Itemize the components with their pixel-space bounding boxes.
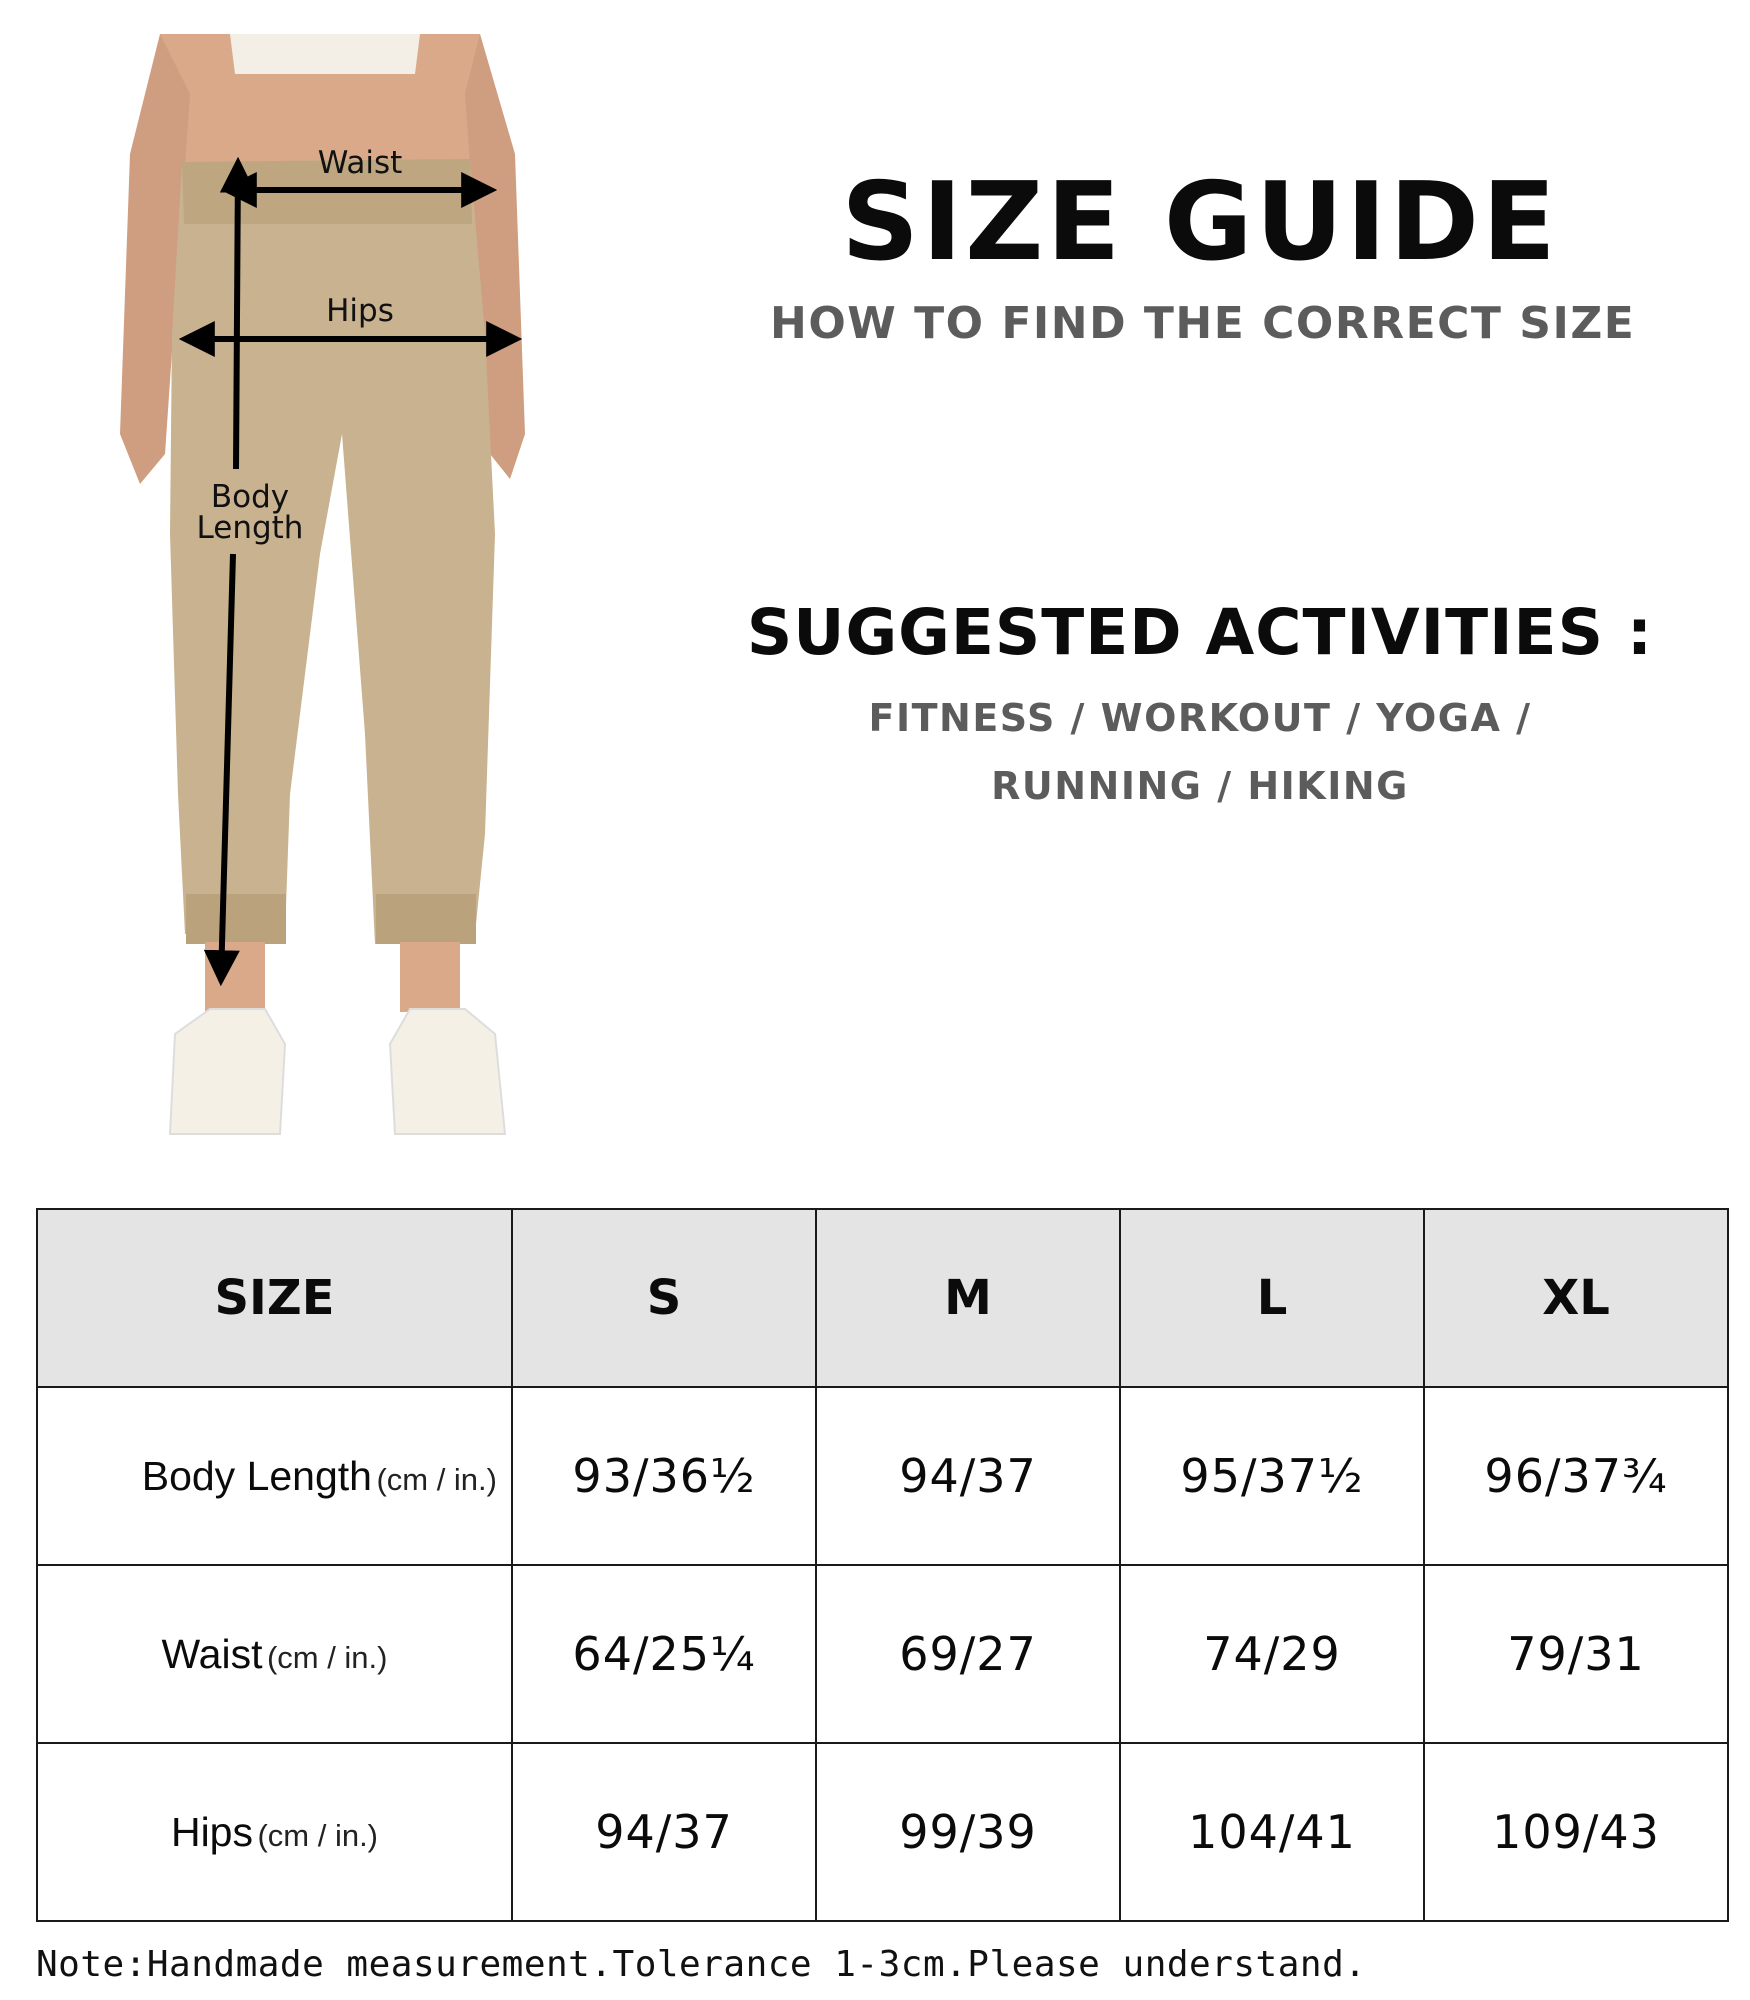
row-label: Body Length bbox=[141, 1452, 372, 1499]
table-cell: 109/43 bbox=[1424, 1743, 1728, 1921]
table-cell: 104/41 bbox=[1120, 1743, 1424, 1921]
table-cell: 74/29 bbox=[1120, 1565, 1424, 1743]
top-band bbox=[230, 34, 420, 74]
table-cell: 79/31 bbox=[1424, 1565, 1728, 1743]
pants-illustration bbox=[120, 34, 580, 1184]
activities-heading: SUGGESTED ACTIVITIES : bbox=[746, 596, 1654, 669]
right-cuff bbox=[376, 894, 476, 944]
header-size: SIZE bbox=[37, 1209, 512, 1387]
row-unit: (cm / in.) bbox=[257, 1817, 379, 1853]
footnote: Note:Handmade measurement.Tolerance 1-3cm.Please understand. bbox=[36, 1944, 1367, 1985]
table-cell: 69/27 bbox=[816, 1565, 1120, 1743]
row-label: Waist bbox=[161, 1630, 263, 1677]
row-label-cell bbox=[37, 1565, 512, 1743]
header-l: L bbox=[1120, 1209, 1424, 1387]
header-s: S bbox=[512, 1209, 816, 1387]
table-header-row bbox=[37, 1209, 1728, 1387]
row-label-cell bbox=[37, 1743, 512, 1921]
table-cell: 99/39 bbox=[816, 1743, 1120, 1921]
waist-label: Waist bbox=[317, 145, 403, 181]
table-cell: 95/37½ bbox=[1120, 1387, 1424, 1565]
left-cuff bbox=[186, 894, 286, 944]
model-figure bbox=[120, 34, 580, 1184]
table-cell: 96/37¾ bbox=[1424, 1387, 1728, 1565]
table-row bbox=[37, 1565, 1728, 1743]
table-cell: 93/36½ bbox=[512, 1387, 816, 1565]
row-unit: (cm / in.) bbox=[266, 1639, 388, 1675]
pants bbox=[170, 159, 495, 944]
page-subtitle: HOW TO FIND THE CORRECT SIZE bbox=[770, 298, 1636, 349]
left-ankle bbox=[205, 942, 265, 1012]
right-shoe bbox=[390, 1009, 505, 1134]
hips-label: Hips bbox=[326, 293, 394, 329]
body-length-label: Body Length bbox=[196, 479, 304, 546]
right-ankle bbox=[400, 942, 460, 1012]
table-cell: 94/37 bbox=[512, 1743, 816, 1921]
page-title: SIZE GUIDE bbox=[841, 160, 1559, 285]
size-table bbox=[36, 1208, 1729, 1922]
table-row bbox=[37, 1743, 1728, 1921]
row-label: Hips bbox=[170, 1808, 253, 1855]
left-shoe bbox=[170, 1009, 285, 1134]
activities-line-2: RUNNING / HIKING bbox=[991, 764, 1409, 808]
header-xl: XL bbox=[1424, 1209, 1728, 1387]
body-length-arrow-top bbox=[236, 164, 238, 469]
row-label-cell bbox=[37, 1387, 512, 1565]
row-unit: (cm / in.) bbox=[376, 1461, 497, 1497]
table-cell: 64/25¼ bbox=[512, 1565, 816, 1743]
activities-line-1: FITNESS / WORKOUT / YOGA / bbox=[868, 696, 1532, 740]
table-row bbox=[37, 1387, 1728, 1565]
table-cell: 94/37 bbox=[816, 1387, 1120, 1565]
header-m: M bbox=[816, 1209, 1120, 1387]
